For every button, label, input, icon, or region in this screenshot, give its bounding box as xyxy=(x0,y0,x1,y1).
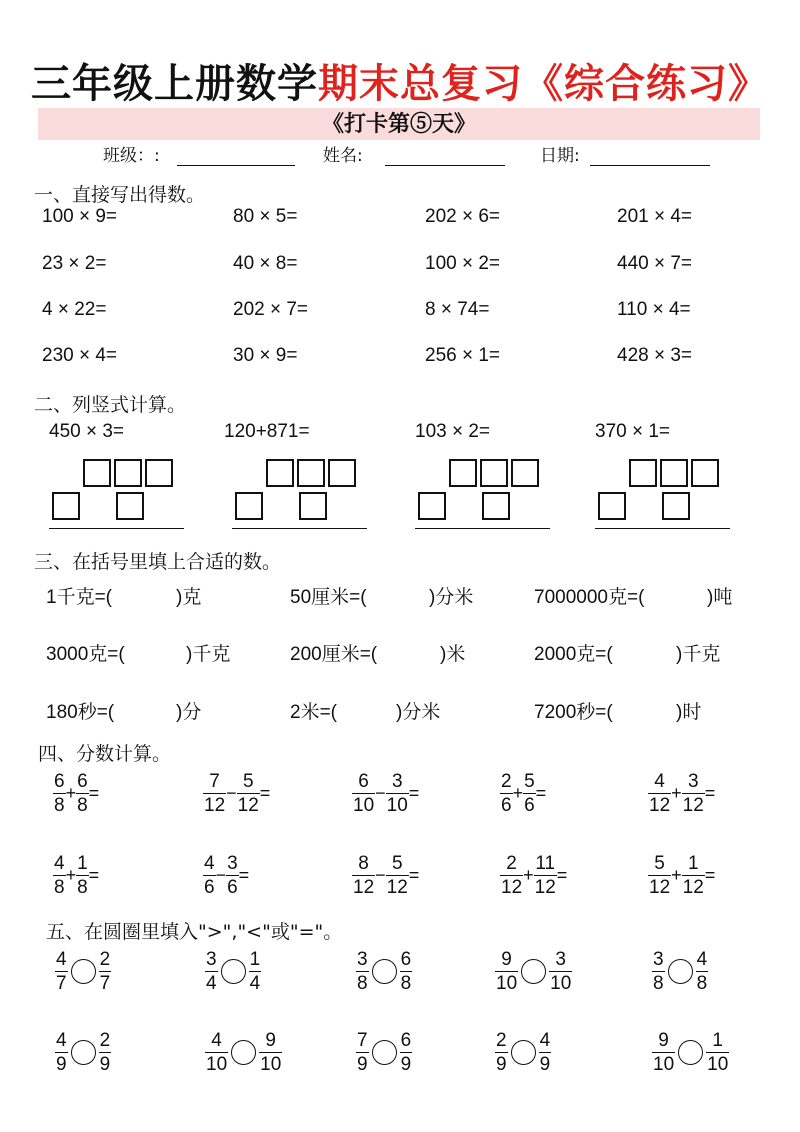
fraction-bar xyxy=(696,971,709,972)
answer-box[interactable] xyxy=(266,459,294,487)
comparison-circle[interactable] xyxy=(221,959,246,984)
page-title xyxy=(0,52,800,109)
numerator: 2 xyxy=(496,1030,507,1051)
fraction-bar xyxy=(226,875,239,876)
denominator: 4 xyxy=(249,973,261,994)
numerator: 5 xyxy=(391,853,403,874)
numerator: 5 xyxy=(242,771,254,792)
fraction-bar xyxy=(648,793,671,794)
fraction-bar xyxy=(534,875,557,876)
fraction-bar xyxy=(203,875,216,876)
numerator: 3 xyxy=(227,853,238,874)
denominator: 10 xyxy=(353,795,375,816)
fraction-bar xyxy=(500,875,523,876)
comparison-circle[interactable] xyxy=(668,959,693,984)
equals-sign: = xyxy=(408,783,420,803)
answer-box[interactable] xyxy=(114,459,142,487)
mental-math-problem: 23 × 2= xyxy=(42,253,107,274)
fraction-bar xyxy=(386,793,409,794)
numerator: 3 xyxy=(391,771,403,792)
fraction-bar xyxy=(205,971,218,972)
equals-sign: = xyxy=(556,865,568,885)
section1-heading: 一、直接写出得数。 xyxy=(34,184,206,206)
fraction-problem xyxy=(53,853,99,898)
fraction xyxy=(226,853,239,898)
answer-box[interactable] xyxy=(480,459,508,487)
fraction-bar xyxy=(53,793,66,794)
mental-math-problem: 201 × 4= xyxy=(617,206,693,227)
numerator: 9 xyxy=(265,1030,276,1051)
denominator: 12 xyxy=(386,877,408,898)
fraction-bar xyxy=(352,793,375,794)
comparison-circle[interactable] xyxy=(372,959,397,984)
fraction-bar xyxy=(259,1052,282,1053)
fraction-problem xyxy=(500,771,546,816)
comparison-problem xyxy=(55,1030,111,1075)
fraction xyxy=(696,949,709,994)
fraction xyxy=(259,1030,282,1075)
answer-box[interactable] xyxy=(511,459,539,487)
unit-conversion-right: )分米 xyxy=(429,587,474,608)
fraction-bar xyxy=(356,971,369,972)
subtitle-banner: 《打卡第⑤天》 xyxy=(38,108,760,140)
answer-box[interactable] xyxy=(299,492,327,520)
fraction-bar xyxy=(205,1052,228,1053)
answer-box[interactable] xyxy=(235,492,263,520)
numerator: 6 xyxy=(400,949,412,970)
unit-conversion-right: )千克 xyxy=(186,644,231,665)
section4-heading: 四、分数计算。 xyxy=(38,743,172,765)
comparison-problem xyxy=(205,1030,282,1075)
fraction-problem xyxy=(352,771,419,816)
mental-math-problem: 230 × 4= xyxy=(42,345,118,366)
fraction-bar xyxy=(400,1052,413,1053)
unit-conversion-left: 7200秒=( xyxy=(534,702,613,723)
denominator: 8 xyxy=(696,973,708,994)
comparison-problem xyxy=(495,1030,551,1075)
fraction xyxy=(352,853,375,898)
numerator: 2 xyxy=(506,853,517,874)
fraction xyxy=(53,771,66,816)
answer-box[interactable] xyxy=(145,459,173,487)
title-red: 期末总复习《综合练习》 xyxy=(318,60,769,107)
denominator: 10 xyxy=(707,1054,729,1075)
mental-math-problem: 202 × 7= xyxy=(233,299,309,320)
numerator: 4 xyxy=(56,949,67,970)
denominator: 10 xyxy=(653,1054,675,1075)
numerator: 5 xyxy=(654,853,665,874)
fraction xyxy=(534,853,557,898)
denominator: 12 xyxy=(204,795,226,816)
answer-box[interactable] xyxy=(662,492,690,520)
fraction-bar xyxy=(53,875,66,876)
comparison-problem xyxy=(652,949,708,994)
numerator: 9 xyxy=(501,949,512,970)
fraction xyxy=(682,771,705,816)
operator: + xyxy=(65,865,77,885)
operator: + xyxy=(523,865,534,885)
fraction xyxy=(549,949,572,994)
answer-box[interactable] xyxy=(297,459,325,487)
denominator: 12 xyxy=(534,877,556,898)
fraction xyxy=(205,949,218,994)
section5-heading: 五、在圆圈里填入">","<"或"="。 xyxy=(46,921,343,943)
answer-underline xyxy=(595,528,730,529)
name-blank[interactable] xyxy=(385,165,505,166)
answer-box[interactable] xyxy=(629,459,657,487)
unit-conversion-right: )千克 xyxy=(676,644,721,665)
fraction xyxy=(500,771,513,816)
fraction xyxy=(648,771,671,816)
numerator: 3 xyxy=(357,949,368,970)
mental-math-problem: 4 × 22= xyxy=(42,299,107,320)
mental-math-problem: 428 × 3= xyxy=(617,345,693,366)
denominator: 8 xyxy=(653,973,664,994)
unit-conversion-left: 2米=( xyxy=(290,702,337,723)
numerator: 3 xyxy=(687,771,699,792)
answer-underline xyxy=(415,528,550,529)
denominator: 9 xyxy=(357,1054,368,1075)
date-blank[interactable] xyxy=(590,165,710,166)
fraction-bar xyxy=(76,875,89,876)
fraction xyxy=(523,771,536,816)
denominator: 12 xyxy=(682,877,704,898)
fraction-problem xyxy=(648,853,715,898)
mental-math-problem: 440 × 7= xyxy=(617,253,693,274)
fraction-bar xyxy=(386,875,409,876)
fraction-bar xyxy=(99,1052,112,1053)
numerator: 3 xyxy=(206,949,217,970)
comparison-problem xyxy=(55,949,111,994)
answer-box[interactable] xyxy=(691,459,719,487)
equals-sign: = xyxy=(238,865,250,885)
mental-math-problem: 100 × 9= xyxy=(42,206,118,227)
operator: − xyxy=(375,783,386,803)
class-field xyxy=(103,143,303,169)
comparison-circle[interactable] xyxy=(678,1040,703,1065)
numerator: 5 xyxy=(524,771,535,792)
denominator: 10 xyxy=(386,795,408,816)
answer-box[interactable] xyxy=(449,459,477,487)
fraction-bar xyxy=(203,793,226,794)
answer-box[interactable] xyxy=(83,459,111,487)
unit-conversion-right: )时 xyxy=(676,702,702,723)
numerator: 2 xyxy=(99,949,111,970)
denominator: 12 xyxy=(237,795,259,816)
numerator: 3 xyxy=(653,949,664,970)
fraction-bar xyxy=(76,793,89,794)
numerator: 4 xyxy=(204,853,215,874)
operator: − xyxy=(226,783,237,803)
denominator: 10 xyxy=(496,973,518,994)
numerator: 6 xyxy=(358,771,369,792)
class-label: 班级：: xyxy=(103,146,160,166)
numerator: 4 xyxy=(56,1030,67,1051)
fraction-bar xyxy=(500,793,513,794)
numerator: 11 xyxy=(535,853,556,874)
denominator: 9 xyxy=(400,1054,412,1075)
numerator: 4 xyxy=(654,771,665,792)
fraction xyxy=(386,771,409,816)
fraction-problem xyxy=(203,771,270,816)
numerator: 1 xyxy=(249,949,261,970)
operator: + xyxy=(65,783,77,803)
unit-conversion-right: )克 xyxy=(176,587,202,608)
numerator: 6 xyxy=(54,771,65,792)
answer-box[interactable] xyxy=(598,492,626,520)
title-black: 三年级上册数学 xyxy=(31,60,318,107)
fraction-bar xyxy=(352,875,375,876)
fraction-bar xyxy=(549,971,572,972)
answer-box[interactable] xyxy=(328,459,356,487)
denominator: 12 xyxy=(501,877,523,898)
numerator: 7 xyxy=(209,771,220,792)
answer-underline xyxy=(232,528,367,529)
numerator: 2 xyxy=(501,771,512,792)
denominator: 10 xyxy=(550,973,572,994)
fraction-problem xyxy=(203,853,249,898)
operator: + xyxy=(671,865,682,885)
denominator: 9 xyxy=(56,1054,67,1075)
fraction-bar xyxy=(55,1052,68,1053)
answer-box[interactable] xyxy=(482,492,510,520)
fraction xyxy=(352,771,375,816)
operator: − xyxy=(215,865,227,885)
unit-conversion-right: )米 xyxy=(440,644,466,665)
fraction xyxy=(356,949,369,994)
numerator: 1 xyxy=(712,1030,723,1051)
numerator: 8 xyxy=(358,853,369,874)
comparison-problem xyxy=(356,949,412,994)
fraction xyxy=(76,853,89,898)
unit-conversion-left: 50厘米=( xyxy=(290,587,367,608)
denominator: 12 xyxy=(649,795,671,816)
comparison-circle[interactable] xyxy=(231,1040,256,1065)
fraction xyxy=(652,949,665,994)
fraction-bar xyxy=(706,1052,729,1053)
fraction-bar xyxy=(682,875,705,876)
mental-math-problem: 80 × 5= xyxy=(233,206,298,227)
unit-conversion-left: 180秒=( xyxy=(46,702,115,723)
operator: − xyxy=(375,865,386,885)
vertical-calc-problem: 120+871= xyxy=(224,421,310,442)
answer-underline xyxy=(49,528,184,529)
fraction-bar xyxy=(539,1052,552,1053)
fraction xyxy=(205,1030,228,1075)
fraction-bar xyxy=(495,1052,508,1053)
numerator: 2 xyxy=(99,1030,111,1051)
comparison-circle[interactable] xyxy=(71,959,96,984)
answer-box[interactable] xyxy=(418,492,446,520)
fraction xyxy=(356,1030,369,1075)
comparison-problem xyxy=(205,949,261,994)
denominator: 9 xyxy=(99,1054,111,1075)
numerator: 4 xyxy=(696,949,708,970)
fraction xyxy=(652,1030,675,1075)
numerator: 4 xyxy=(54,853,65,874)
vertical-calc-problem: 450 × 3= xyxy=(49,421,125,442)
fraction-bar xyxy=(682,793,705,794)
fraction xyxy=(539,1030,552,1075)
fraction xyxy=(55,1030,68,1075)
fraction xyxy=(682,853,705,898)
fraction xyxy=(706,1030,729,1075)
numerator: 4 xyxy=(539,1030,551,1051)
fraction xyxy=(203,853,216,898)
section2-heading: 二、列竖式计算。 xyxy=(34,394,187,416)
denominator: 8 xyxy=(77,877,88,898)
unit-conversion-right: )分米 xyxy=(396,702,441,723)
equals-sign: = xyxy=(704,865,716,885)
fraction-bar xyxy=(249,971,262,972)
date-field xyxy=(540,143,720,169)
fraction-bar xyxy=(99,971,112,972)
fraction-bar xyxy=(652,1052,675,1053)
mental-math-problem: 8 × 74= xyxy=(425,299,490,320)
name-label: 姓名: xyxy=(323,146,363,166)
class-blank[interactable] xyxy=(177,165,295,166)
denominator: 6 xyxy=(524,795,535,816)
numerator: 4 xyxy=(211,1030,222,1051)
vertical-calc-problem: 103 × 2= xyxy=(415,421,491,442)
fraction xyxy=(55,949,68,994)
denominator: 8 xyxy=(54,795,65,816)
fraction-problem xyxy=(53,771,99,816)
operator: + xyxy=(512,783,524,803)
denominator: 12 xyxy=(682,795,704,816)
denominator: 7 xyxy=(56,973,67,994)
numerator: 9 xyxy=(658,1030,669,1051)
denominator: 6 xyxy=(501,795,512,816)
mental-math-problem: 40 × 8= xyxy=(233,253,298,274)
unit-conversion-left: 3000克=( xyxy=(46,644,125,665)
fraction-problem xyxy=(500,853,567,898)
comparison-circle[interactable] xyxy=(521,959,546,984)
fraction xyxy=(203,771,226,816)
unit-conversion-right: )吨 xyxy=(707,587,733,608)
comparison-problem xyxy=(356,1030,412,1075)
numerator: 1 xyxy=(687,853,699,874)
fraction-bar xyxy=(400,971,413,972)
fraction-problem xyxy=(352,853,419,898)
unit-conversion-left: 7000000克=( xyxy=(534,587,645,608)
denominator: 9 xyxy=(539,1054,551,1075)
equals-sign: = xyxy=(88,865,100,885)
unit-conversion-left: 1千克=( xyxy=(46,587,112,608)
comparison-problem xyxy=(652,1030,729,1075)
fraction xyxy=(99,1030,112,1075)
fraction xyxy=(249,949,262,994)
equals-sign: = xyxy=(408,865,420,885)
fraction xyxy=(76,771,89,816)
denominator: 8 xyxy=(357,973,368,994)
fraction-bar xyxy=(356,1052,369,1053)
equals-sign: = xyxy=(259,783,271,803)
denominator: 8 xyxy=(400,973,412,994)
vertical-calc-problem: 370 × 1= xyxy=(595,421,671,442)
equals-sign: = xyxy=(88,783,100,803)
fraction xyxy=(400,949,413,994)
denominator: 8 xyxy=(77,795,88,816)
fraction xyxy=(495,949,518,994)
unit-conversion-left: 2000克=( xyxy=(534,644,613,665)
answer-box[interactable] xyxy=(52,492,80,520)
numerator: 3 xyxy=(555,949,566,970)
fraction xyxy=(386,853,409,898)
comparison-circle[interactable] xyxy=(372,1040,397,1065)
numerator: 6 xyxy=(77,771,88,792)
name-field xyxy=(323,143,513,169)
fraction-problem xyxy=(648,771,715,816)
fraction-bar xyxy=(237,793,260,794)
denominator: 12 xyxy=(353,877,375,898)
denominator: 12 xyxy=(649,877,671,898)
equals-sign: = xyxy=(535,783,547,803)
denominator: 7 xyxy=(99,973,111,994)
mental-math-problem: 202 × 6= xyxy=(425,206,501,227)
fraction-bar xyxy=(652,971,665,972)
date-label: 日期: xyxy=(540,146,580,166)
denominator: 10 xyxy=(260,1054,282,1075)
equals-sign: = xyxy=(704,783,716,803)
denominator: 10 xyxy=(206,1054,228,1075)
denominator: 6 xyxy=(227,877,238,898)
fraction xyxy=(53,853,66,898)
fraction-bar xyxy=(495,971,518,972)
fraction xyxy=(400,1030,413,1075)
mental-math-problem: 256 × 1= xyxy=(425,345,501,366)
section3-heading: 三、在括号里填上合适的数。 xyxy=(34,551,282,573)
comparison-circle[interactable] xyxy=(71,1040,96,1065)
fraction xyxy=(495,1030,508,1075)
mental-math-problem: 30 × 9= xyxy=(233,345,298,366)
denominator: 9 xyxy=(496,1054,507,1075)
denominator: 6 xyxy=(204,877,215,898)
operator: + xyxy=(671,783,682,803)
denominator: 4 xyxy=(206,973,217,994)
comparison-circle[interactable] xyxy=(511,1040,536,1065)
numerator: 6 xyxy=(400,1030,412,1051)
denominator: 8 xyxy=(54,877,65,898)
unit-conversion-right: )分 xyxy=(176,702,202,723)
comparison-problem xyxy=(495,949,572,994)
numerator: 1 xyxy=(77,853,88,874)
fraction-bar xyxy=(523,793,536,794)
fraction xyxy=(99,949,112,994)
fraction xyxy=(648,853,671,898)
answer-box[interactable] xyxy=(116,492,144,520)
mental-math-problem: 100 × 2= xyxy=(425,253,501,274)
fraction xyxy=(237,771,260,816)
fraction-bar xyxy=(648,875,671,876)
answer-box[interactable] xyxy=(660,459,688,487)
numerator: 7 xyxy=(357,1030,368,1051)
fraction-bar xyxy=(55,971,68,972)
mental-math-problem: 110 × 4= xyxy=(617,299,691,320)
fraction xyxy=(500,853,523,898)
unit-conversion-left: 200厘米=( xyxy=(290,644,378,665)
